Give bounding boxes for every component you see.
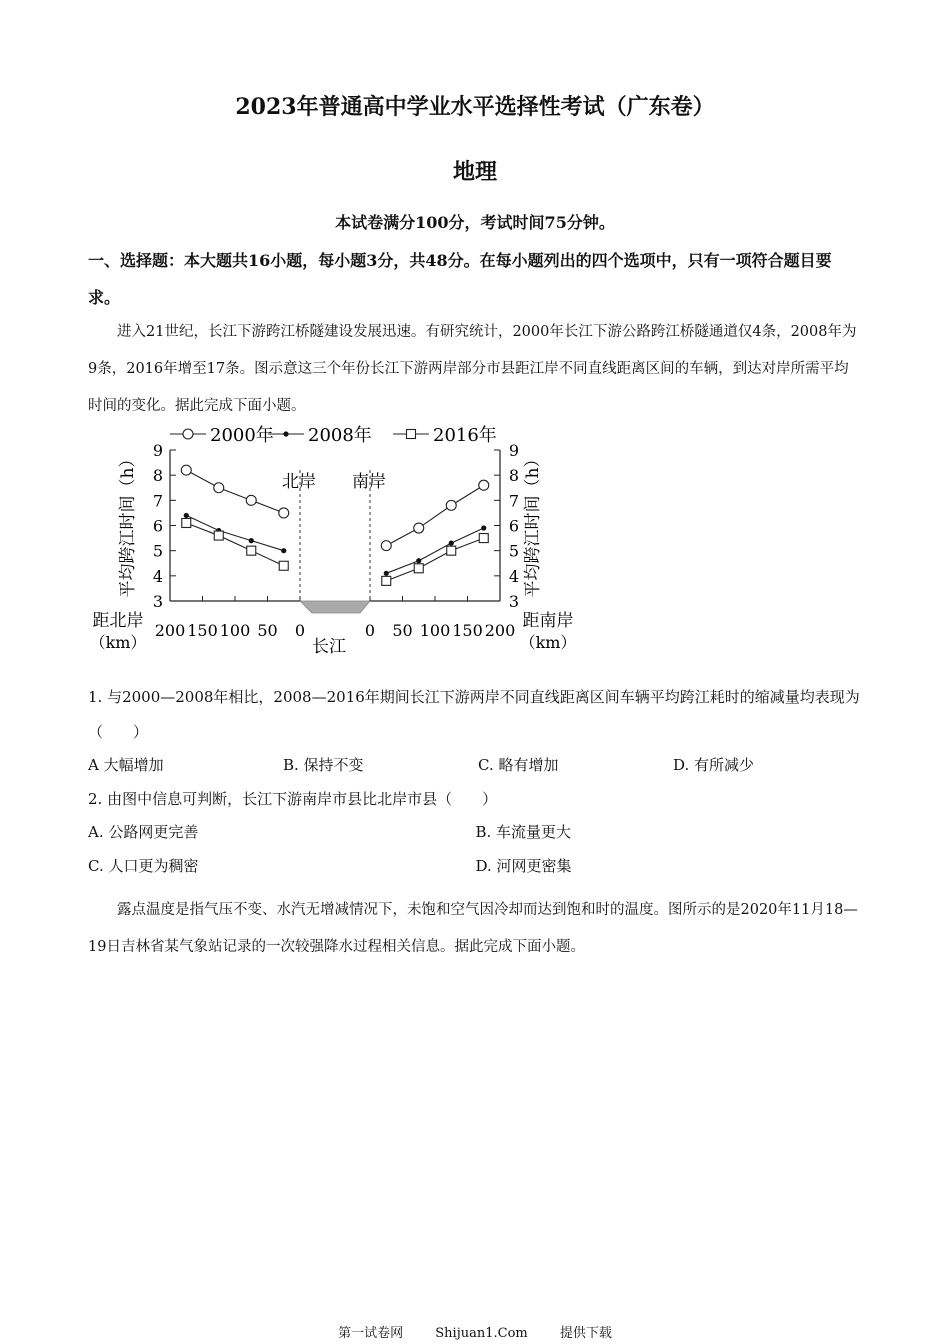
river-shape [300,601,370,613]
north-series-1-point [184,513,189,518]
footer-domain[interactable]: Shijuan1.Com [435,1326,528,1341]
south-x-tick-label: 200 [484,621,516,640]
south-bank-label: 南岸 [352,472,386,492]
y-tick-label-right: 8 [508,466,520,486]
north-x-tick-label: 50 [257,621,278,640]
north-x-label: 距北岸 [92,611,144,631]
exam-title: 2023年普通高中学业水平选择性考试（广东卷） [235,94,715,120]
footer-site: 第一试卷网 [338,1326,404,1341]
south-series-line-2 [386,538,484,581]
y-tick-label-left: 6 [152,516,164,536]
chart-axes [90,441,577,657]
question-1-option-a[interactable]: A 大幅增加 [88,756,164,774]
y-tick-label-left: 7 [152,491,164,511]
south-series-line-0 [386,485,484,545]
exam-note: 本试卷满分100分，考试时间75分钟。 [335,213,615,232]
footer-action: 提供下载 [559,1326,612,1341]
y-tick-label-right: 5 [508,541,520,561]
question-2-option-d[interactable]: D. 河网更密集 [475,857,572,875]
legend-label-1: 2008年 [308,425,372,446]
question-2-option-a[interactable]: A. 公路网更完善 [88,823,199,841]
passage-2: 露点温度是指气压不变、水汽无增减情况下，未饱和空气因冷却而达到饱和时的温度。图所示的是2020年11月18—19日吉林省某气象站记录的一次较强降水过程相关信息。据此完成下面小题。 [88,902,858,955]
north-x-tick-label: 200 [154,621,186,640]
river-label: 长江 [312,637,346,657]
south-series-0-point [414,523,424,533]
y-tick-label-left: 9 [152,441,164,460]
chart-legend [170,424,497,446]
y-tick-label-right: 6 [508,516,520,536]
question-1-stem: 1. 与2000—2008年相比，2008—2016年期间长江下游两岸不同直线距离区间车辆平均跨江耗时的缩减量均表现为（ ） [88,688,860,741]
north-series-2-point [214,531,223,540]
subject-title: 地理 [452,159,497,185]
right-y-label: 平均跨江时间（h） [523,450,543,598]
south-x-tick-label: 150 [452,621,483,640]
y-tick-label-left: 3 [152,592,164,611]
chart-marks [181,465,489,585]
section-heading: 一、选择题：本大题共16小题，每小题3分，共48分。在每小题列出的四个选项中，只有一项符合题目要求。 [88,251,832,307]
passage-1: 进入21世纪，长江下游跨江桥隧建设发展迅速。有研究统计，2000年长江下游公路跨江桥隧通道仅4条，2008年为9条，2016年增至17条。图示意这三个年份长江下游两岸部分市县距江岸不同直线距离区间的车辆，到达对岸所需平均时间的变化。据此完成下面小题。 [88,324,857,414]
question-1-option-b[interactable]: B. 保持不变 [283,756,364,774]
north-series-line-2 [186,523,284,566]
south-series-0-point [381,541,391,551]
y-tick-label-left: 5 [152,541,164,561]
legend-marker-2 [407,430,416,439]
south-x-label: 距南岸 [522,611,574,631]
north-series-0-point [181,465,191,475]
north-x-unit: （km） [89,633,147,652]
north-x-tick-label: 100 [219,621,251,640]
south-series-0-point [479,480,489,490]
north-series-0-point [246,495,256,505]
north-bank-label: 北岸 [282,472,316,492]
travel-time-chart [85,422,595,662]
y-tick-label-left: 4 [152,566,164,586]
y-tick-label-right: 7 [508,491,520,511]
question-1 [88,680,863,881]
north-series-0-point [279,508,289,518]
question-2-option-b[interactable]: B. 车流量更大 [475,823,572,841]
south-x-tick-label: 50 [392,621,413,640]
south-x-tick-label: 0 [364,621,376,640]
question-2-option-c[interactable]: C. 人口更为稠密 [88,857,199,875]
north-x-tick-label: 0 [294,621,306,640]
south-series-2-point [414,564,423,573]
south-series-1-point [449,541,454,546]
north-series-2-point [247,546,256,555]
legend-marker-1 [283,431,288,436]
question-1-option-c[interactable]: C. 略有增加 [478,756,559,774]
y-tick-label-right: 4 [508,566,520,586]
north-series-1-point [281,548,286,553]
south-series-line-1 [386,528,484,573]
y-tick-label-left: 8 [152,466,164,486]
north-x-tick-label: 150 [187,621,218,640]
legend-marker-0 [183,429,193,439]
south-x-unit: （km） [519,633,577,652]
south-series-0-point [446,500,456,510]
legend-label-0: 2000年 [210,425,274,446]
y-tick-label-right: 9 [508,441,520,460]
south-x-tick-label: 100 [419,621,451,640]
legend-label-2: 2016年 [433,425,497,446]
south-series-2-point [447,546,456,555]
south-series-1-point [416,558,421,563]
south-series-1-point [384,571,389,576]
north-series-0-point [214,483,224,493]
y-tick-label-right: 3 [508,592,520,611]
left-y-label: 平均跨江时间（h） [118,450,138,598]
north-series-2-point [279,561,288,570]
north-series-1-point [249,538,254,543]
north-series-2-point [182,518,191,527]
footer [0,1322,950,1341]
question-2-stem: 2. 由图中信息可判断，长江下游南岸市县比北岸市县（ ） [88,790,498,808]
north-series-line-1 [186,515,284,550]
south-series-2-point [382,576,391,585]
south-series-2-point [479,534,488,543]
question-1-option-d[interactable]: D. 有所减少 [673,756,755,774]
north-series-line-0 [186,470,284,513]
south-series-1-point [481,525,486,530]
